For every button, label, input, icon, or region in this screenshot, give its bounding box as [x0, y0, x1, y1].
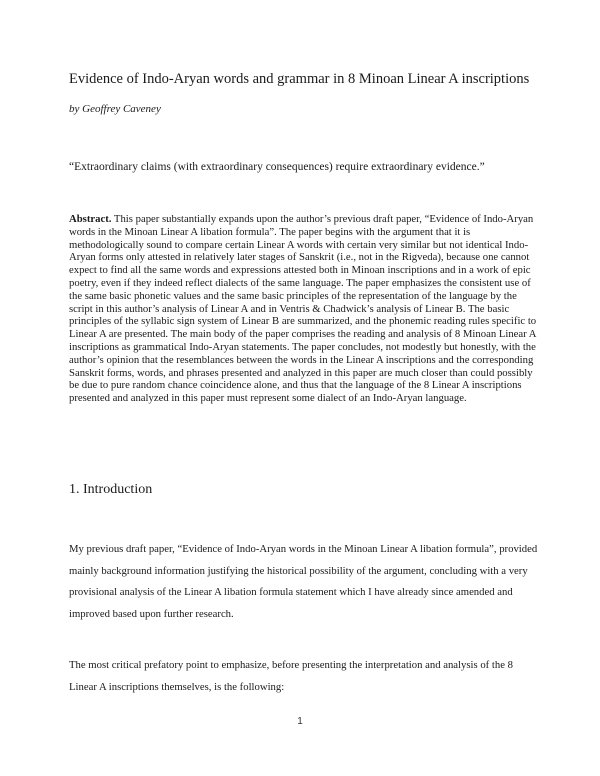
- epigraph-quote: “Extraordinary claims (with extraordinary consequences) require extraordinary evidence.”: [69, 161, 485, 173]
- section-heading: 1. Introduction: [69, 482, 153, 497]
- body-paragraph: The most critical prefatory point to emphasize, before presenting the interpretation and analysis of the 8 Linear A inscriptions themselves, is the following:: [69, 659, 513, 693]
- abstract-label: Abstract.: [69, 213, 112, 225]
- abstract-paragraph: [69, 213, 541, 405]
- paper-title: Evidence of Indo-Aryan words and grammar in 8 Minoan Linear A inscriptions: [69, 71, 530, 87]
- paper-author: by Geoffrey Caveney: [69, 103, 161, 115]
- body-paragraph: My previous draft paper, “Evidence of Indo-Aryan words in the Minoan Linear A libation formula”, provided mainly background information justifying the historical possibility of the argument, concluding with a very provisional analysis of the Linear A libation formula statement which I have already since amended and improved based upon further research.: [69, 543, 538, 620]
- abstract-text: This paper substantially expands upon the author’s previous draft paper, “Evidence of Indo-Aryan words in the Minoan Linear A libation formula”. The paper begins with the argument that it is methodologically sound to compare certain Linear A words with certain very similar but not identical Indo-Aryan forms only attested in relatively later stages of Sanskrit (i.e., not in the Rigveda), because one cannot expect to find all the same words and expressions attested both in Minoan inscriptions and in a work of epic poetry, even if they indeed reflect dialects of the same language. The paper emphasizes the consistent use of the same basic phonetic values and the same basic principles of the representation of the language by the script in this author’s analysis of Linear A and in Ventris & Chadwick’s analysis of Linear B. The basic principles of the syllabic sign system of Linear B are summarized, and the phonemic reading rules specific to Linear A are presented. The main body of the paper comprises the reading and analysis of 8 Minoan Linear A inscriptions as grammatical Indo-Aryan statements. The paper concludes, not modestly but honestly, with the author’s opinion that the resemblances between the words in the Linear A inscriptions and the corresponding Sanskrit forms, words, and phrases presented and analyzed in this paper are much closer than could possibly be due to pure random chance coincidence alone, and thus that the language of the 8 Linear A inscriptions presented and analyzed in this paper must represent some dialect of an Indo-Aryan language.: [69, 213, 537, 405]
- page-number: 1: [297, 716, 303, 727]
